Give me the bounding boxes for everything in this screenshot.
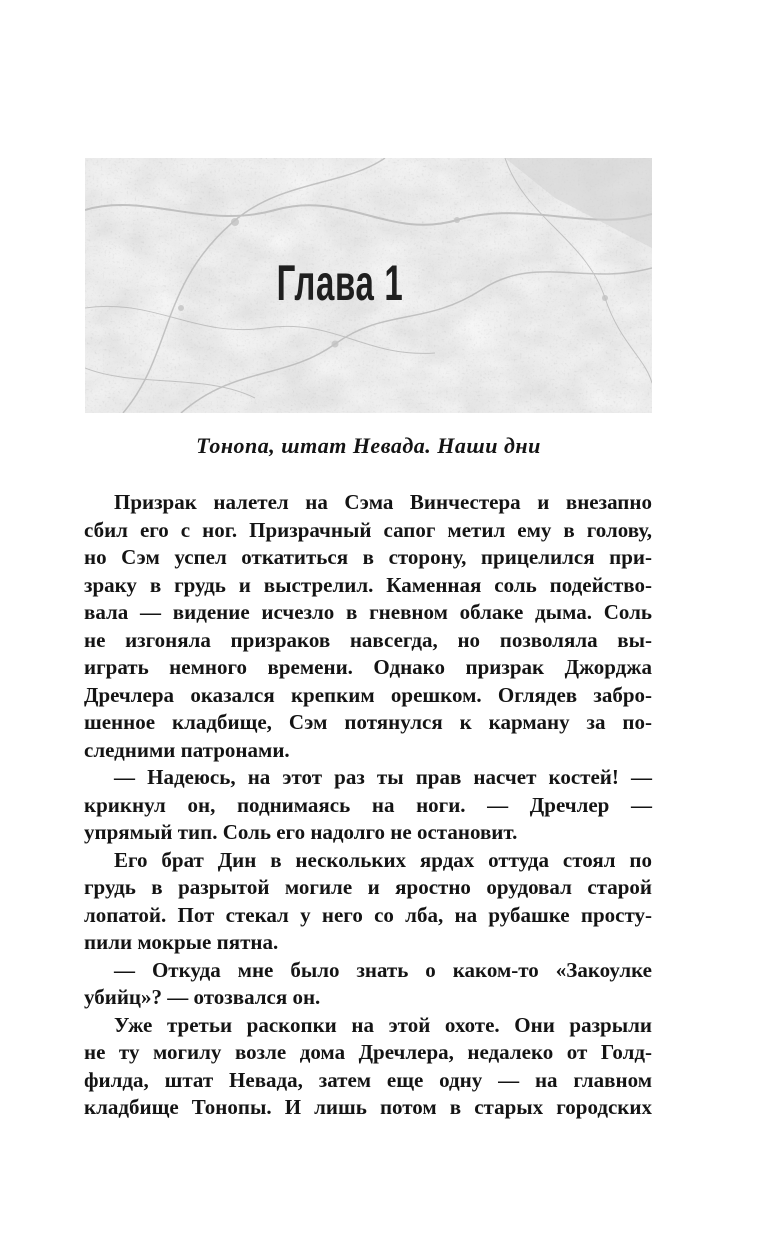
text-line: Призрак налетел на Сэма Винчестера и внезапно (114, 490, 652, 514)
chapter-title: Глава 1 (277, 254, 404, 311)
text-line: грудь в разрытой могиле и яростно орудовал старой (84, 875, 652, 899)
text-line: Дречлера оказался крепким орешком. Оглядев забро- (84, 682, 652, 707)
paragraph (84, 847, 652, 957)
text-line: не изгоняла призраков навсегда, но позволяла вы- (84, 627, 652, 652)
paragraph (84, 764, 652, 847)
text-line: следними патронами. (84, 737, 290, 762)
text-line: вала — видение исчезло в гневном облаке дыма. Соль (84, 600, 652, 624)
text-line: шенное кладбище, Сэм потянулся к карману за по- (84, 710, 652, 734)
text-line: убийц»? — отозвался он. (84, 985, 321, 1009)
text-line: филда, штат Невада, затем еще одну — на главном (84, 1067, 652, 1092)
text-line: зраку в грудь и выстрелил. Каменная соль подейство- (84, 572, 652, 597)
text-line: упрямый тип. Соль его надолго не остановит. (84, 820, 518, 844)
text-line: сбил его с ног. Призрачный сапог метил ему в голову, (84, 517, 652, 542)
body-text (84, 489, 652, 1122)
text-line: не ту могилу возле дома Дречлера, недалеко от Голд- (84, 1040, 652, 1064)
text-line: — Откуда мне было знать о каком-то «Закоулке (114, 957, 652, 982)
text-line: крикнул он, поднимаясь на ноги. — Дречлер — (84, 792, 652, 817)
paragraph (84, 489, 652, 764)
chapter-title-wrap (85, 158, 596, 407)
scene-heading: Тонопа, штат Невада. Наши дни (196, 433, 541, 458)
text-line: играть немного времени. Однако призрак Джорджа (84, 655, 652, 679)
text-line: кладбище Тонопы. И лишь потом в старых городских (84, 1095, 652, 1119)
text-line: пили мокрые пятна. (84, 930, 279, 954)
chapter-header-map (85, 158, 652, 413)
text-line: лопатой. Пот стекал у него со лба, на рубашке просту- (84, 902, 652, 927)
text-line: — Надеюсь, на этот раз ты прав насчет костей! — (114, 765, 652, 789)
text-line: Его брат Дин в нескольких ярдах оттуда стоял по (114, 847, 652, 872)
text-line: Уже третьи раскопки на этой охоте. Они разрыли (114, 1012, 652, 1037)
text-line: но Сэм успел откатиться в сторону, прицелился при- (84, 545, 652, 569)
paragraph (84, 957, 652, 1012)
paragraph (84, 1012, 652, 1122)
